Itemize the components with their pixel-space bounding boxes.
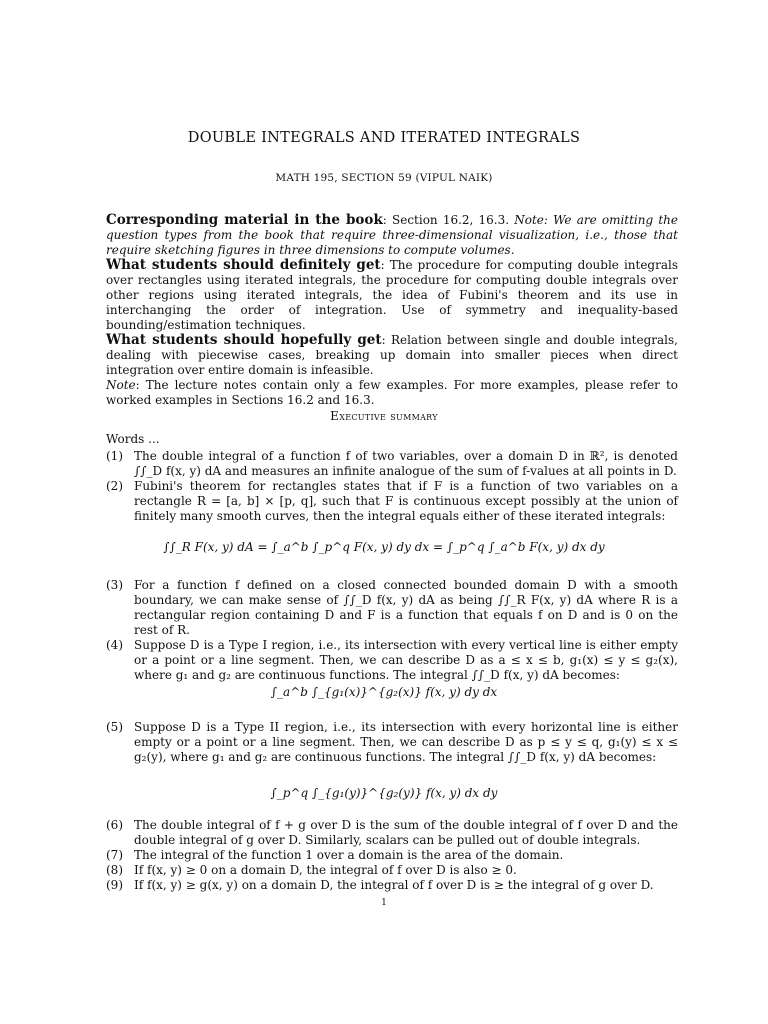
summary-list-b xyxy=(106,578,678,683)
material-text: : Section 16.2, 16.3. xyxy=(382,213,515,227)
list-item xyxy=(106,720,678,765)
note-text: : The lecture notes contain only a few examples. For more examples, please refer to worked examples in Sections 16.2 and 16.3. xyxy=(106,378,678,407)
item-number: (3) xyxy=(106,578,123,592)
intro-paragraph-definitely xyxy=(106,258,678,333)
note-label: Note xyxy=(106,378,136,392)
intro-paragraph-hopefully xyxy=(106,333,678,378)
item-number: (1) xyxy=(106,449,123,463)
material-heading: Corresponding material in the book xyxy=(106,212,383,228)
item-text: Fubini's theorem for rectangles states that if F is a function of two variables on a rectangle R = [a, b] × [p, q], such that F is continuous except possibly at the union of finitely many smooth curves, then the integral equals either of these iterated integrals: xyxy=(134,479,678,523)
definitely-heading: What students should definitely get xyxy=(106,257,381,273)
list-item xyxy=(106,878,678,893)
item-text: Suppose D is a Type II region, i.e., its intersection with every horizontal line is either empty or a point or a line segment. Then, we can describe D as p ≤ y ≤ q, g₁(y) ≤ x ≤ g₂(y), where g₁ and g₂ are continuous functions. The integral ∫∫_D f(x, y) dA becomes: xyxy=(134,720,678,764)
list-item xyxy=(106,863,678,878)
item-text: Suppose D is a Type I region, i.e., its intersection with every vertical line is either empty or a point or a line segment. Then, we can describe D as a ≤ x ≤ b, g₁(x) ≤ y ≤ g₂(x), where g₁ and g₂ are continuous functions. The integral ∫∫_D f(x, y) dA becomes: xyxy=(134,638,678,682)
list-item xyxy=(106,479,678,524)
list-item xyxy=(106,818,678,848)
list-item xyxy=(106,638,678,683)
page-subtitle: MATH 195, SECTION 59 (VIPUL NAIK) xyxy=(275,172,493,184)
summary-list-a xyxy=(106,449,678,524)
intro-paragraph-note xyxy=(106,378,678,408)
summary-list-d xyxy=(106,818,678,893)
item-number: (8) xyxy=(106,863,123,877)
summary-list-c xyxy=(106,720,678,765)
intro-paragraph-material xyxy=(106,213,678,258)
fubini-equation: ∫∫_R F(x, y) dA = ∫_a^b ∫_p^q F(x, y) dy dx = ∫_p^q ∫_a^b F(x, y) dx dy xyxy=(163,540,605,554)
item-text: The double integral of f + g over D is the sum of the double integral of f over D and the double integral of g over D. Similarly, scalars can be pulled out of double integrals. xyxy=(134,818,678,847)
list-item xyxy=(106,848,678,863)
item-number: (5) xyxy=(106,720,123,734)
page-title: DOUBLE INTEGRALS AND ITERATED INTEGRALS xyxy=(187,130,581,146)
item-number: (4) xyxy=(106,638,123,652)
intro-section xyxy=(106,213,678,408)
item-text: The double integral of a function f of two variables, over a domain D in ℝ², is denoted ∫∫_D f(x, y) dA and measures an infinite analogue of the sum of f-values at all points in D. xyxy=(134,449,678,478)
type2-equation: ∫_p^q ∫_{g₁(y)}^{g₂(y)} f(x, y) dx dy xyxy=(270,786,498,800)
item-number: (2) xyxy=(106,479,123,493)
item-number: (9) xyxy=(106,878,123,892)
item-number: (7) xyxy=(106,848,123,862)
item-text: If f(x, y) ≥ 0 on a domain D, the integral of f over D is also ≥ 0. xyxy=(134,863,517,877)
item-text: For a function f defined on a closed connected bounded domain D with a smooth boundary, we can make sense of ∫∫_D f(x, y) dA as being ∫∫_R F(x, y) dA where R is a rectangular region containing D and F is a function that equals f on D and is 0 on the rest of R. xyxy=(134,578,678,637)
item-text: If f(x, y) ≥ g(x, y) on a domain D, the integral of f over D is ≥ the integral of g over D. xyxy=(134,878,654,892)
hopefully-heading: What students should hopefully get xyxy=(106,332,382,348)
definitely-text: : The procedure for computing double integrals over rectangles using iterated integrals, the procedure for computing double integrals over other regions using iterated integrals, the idea of Fubini's theorem and its use in interchanging the order of integration. Use of symmetry and inequality-based bounding/estimation techniques. xyxy=(106,258,679,332)
executive-summary-heading: Executive summary xyxy=(330,409,438,423)
material-note: Note: We are omitting the question types from the book that require three-dimensional visualization, i.e., those that require sketching figures in three dimensions to compute volumes. xyxy=(106,213,678,257)
type1-equation: ∫_a^b ∫_{g₁(x)}^{g₂(x)} f(x, y) dy dx xyxy=(270,685,498,699)
words-label: Words ... xyxy=(106,432,160,446)
list-item xyxy=(106,449,678,479)
list-item xyxy=(106,578,678,638)
hopefully-text: : Relation between single and double integrals, dealing with piecewise cases, breaking up domain into smaller pieces when direct integration over entire domain is infeasible. xyxy=(106,333,678,377)
item-number: (6) xyxy=(106,818,123,832)
item-text: The integral of the function 1 over a domain is the area of the domain. xyxy=(134,848,564,862)
page-number: 1 xyxy=(381,898,387,908)
